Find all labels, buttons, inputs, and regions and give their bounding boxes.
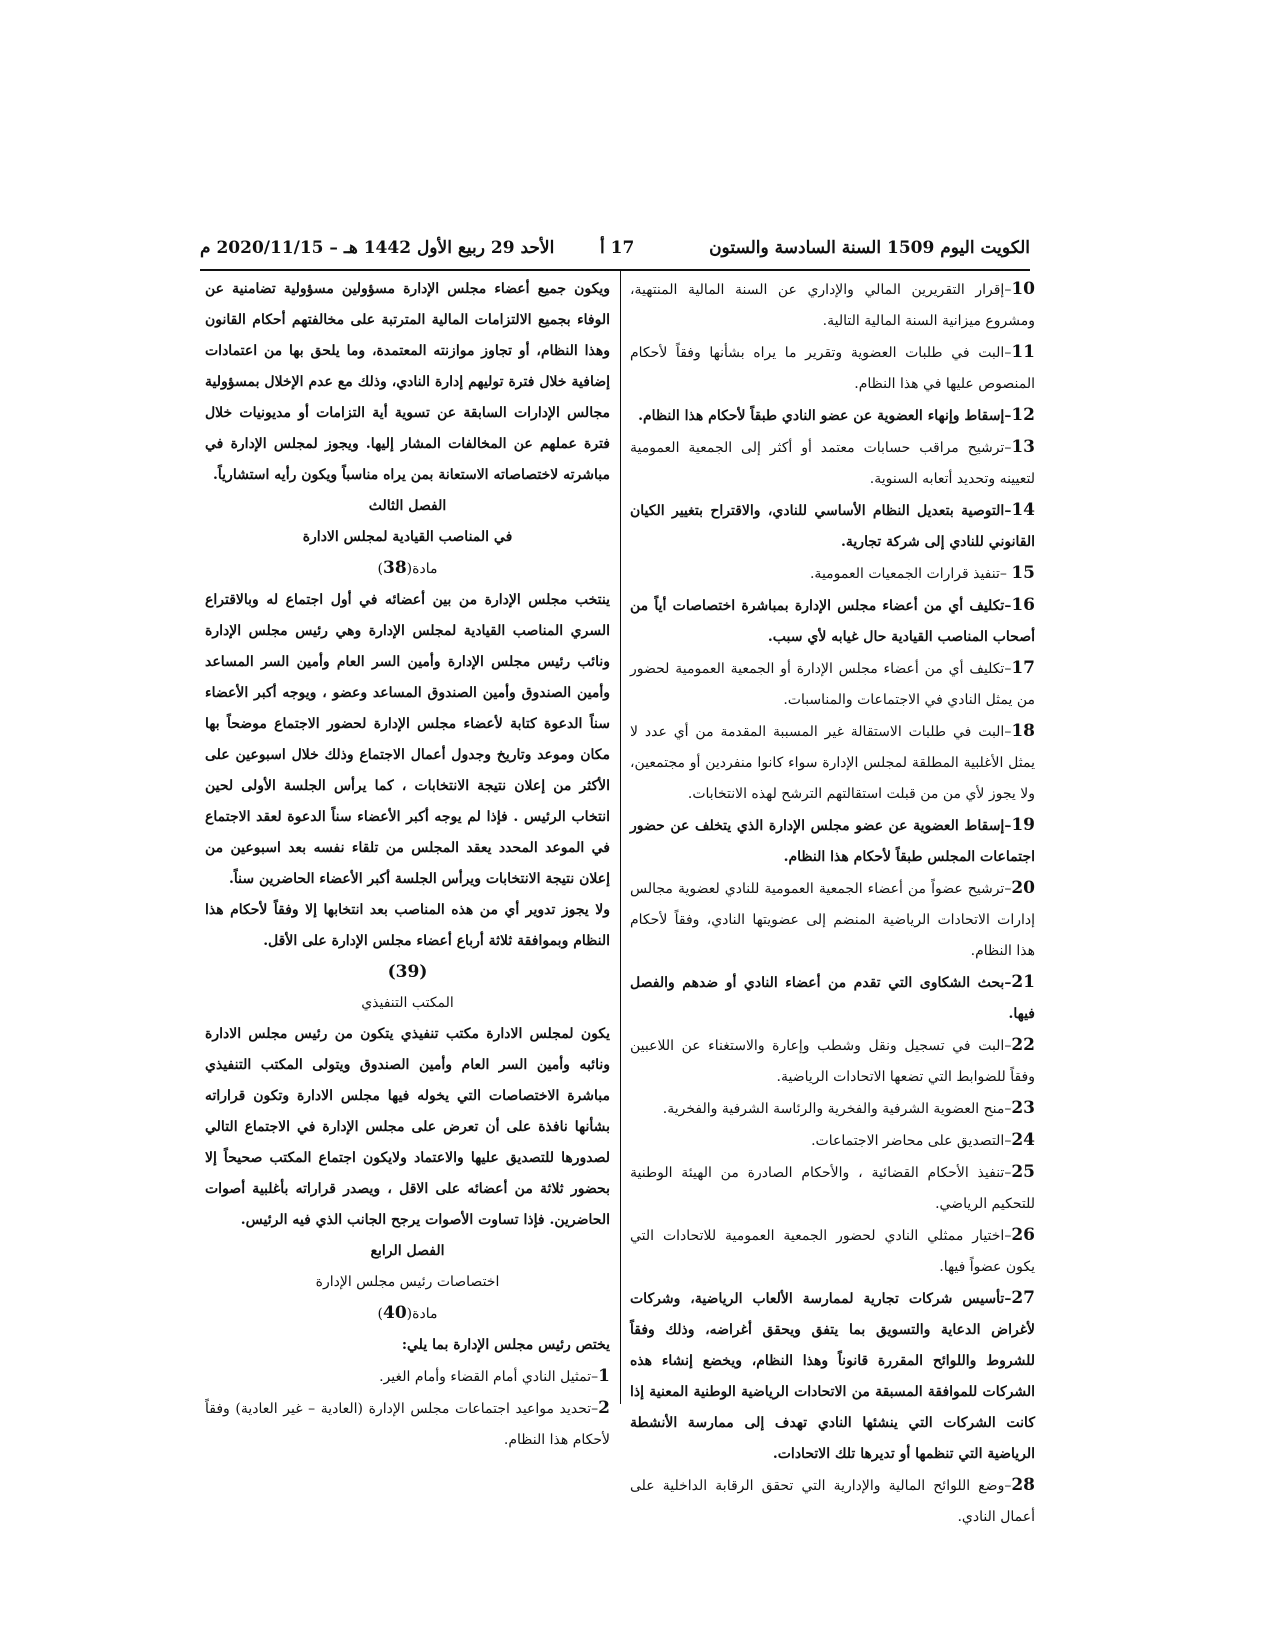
list-item: 2–تحديد مواعيد اجتماعات مجلس الإدارة (العادية – غير العادية) وفقاً لأحكام هذا النظام. [205,1398,610,1448]
page-header [200,238,1030,266]
article-38-text-2: ولا يجوز تدوير أي من هذه المناصب بعد انتخابها إلا وفقاً لأحكام هذا النظام وبموافقة ثلاثة أرباع أعضاء مجلس الإدارة على الأقل. [205,902,610,949]
article-39-text: يكون لمجلس الادارة مكتب تنفيذي يتكون من رئيس مجلس الادارة ونائبه وأمين السر العام وأمين الصندوق ويتولى المكتب التنفيذي مباشرة الاختصاصات التي يخوله فيها مجلس الادارة وتكون قراراته بشأنها نافذة على أن تعرض على مجلس الإدارة في الاجتماع التالي لصدورها للتصديق عليها والاعتماد ولايكون اجتماع المكتب صحيحاً إلا بحضور ثلاثة من أعضائه على الاقل ، ويصدر قراراته بأغلبية أصوات الحاضرين. فإذا تساوت الأصوات يرجح الجانب الذي فيه الرئيس. [205,1026,610,1228]
list-item: 20–ترشيح عضواً من أعضاء الجمعية العمومية للنادي لعضوية مجالس إدارات الاتحادات الرياضية المنضم إلى عضويتها النادي، وفقاً لأحكام هذا النظام. [630,878,1035,959]
list-item: 19–إسقاط العضوية عن عضو مجلس الإدارة الذي يتخلف عن حضور اجتماعات المجلس طبقاً لأحكام هذا النظام. [630,815,1035,865]
header-date: الأحد 29 ربيع الأول 1442 هـ – 2020/11/15 م [200,238,555,258]
list-item: 17–تكليف أي من أعضاء مجلس الإدارة أو الجمعية العمومية لحضور من يمثل النادي في الاجتماعات والمناسبات. [630,658,1035,708]
article-40-intro: يختص رئيس مجلس الإدارة بما يلي: [401,1337,610,1353]
list-item: 18–البت في طلبات الاستقالة غير المسببة المقدمة من أي عدد لا يمثل الأغلبية المطلقة لمجلس الإدارة سواء كانوا منفردين أو مجتمعين، ولا يجوز لأي من من قبلت استقالتهم الترشح لهذه الانتخابات. [630,721,1035,802]
list-item: 25–تنفيذ الأحكام القضائية ، والأحكام الصادرة من الهيئة الوطنية للتحكيم الرياضي. [630,1162,1035,1212]
left-column [205,274,610,1448]
list-item: 13–ترشيح مراقب حسابات معتمد أو أكثر إلى الجمعية العمومية لتعيينه وتحديد أتعابه السنوية. [630,437,1035,487]
chapter-3-title: الفصل الثالث [368,498,447,514]
liability-paragraph: ويكون جميع أعضاء مجلس الإدارة مسؤولين مسؤولية تضامنية عن الوفاء بجميع الالتزامات المالية المترتبة على مخالفتهم أحكام القانون وهذا النظام، أو تجاوز موازنته المعتمدة، وما يلحق بها من اعتمادات إضافية خلال فترة توليهم إدارة النادي، وذلك مع عدم الإخلال بمسؤولية مجالس الإدارات السابقة عن تسوية أية التزامات أو مديونيات خلال فترة عملهم عن المخالفات المشار إليها. ويجوز لمجلس الإدارة في مباشرته لاختصاصاته الاستعانة بمن يراه مناسباً ويكون رأيه استشارياً. [205,281,610,483]
chapter-4-subtitle: اختصاصات رئيس مجلس الإدارة [315,1274,500,1290]
right-column [630,274,1035,1525]
list-item: 16–تكليف أي من أعضاء مجلس الإدارة بمباشرة اختصاصات أياً من أصحاب المناصب القيادية حال غيابه لأي سبب. [630,595,1035,645]
header-newspaper-issue: الكويت اليوم 1509 السنة السادسة والستون [709,238,1030,258]
list-item: 26–اختيار ممثلي النادي لحضور الجمعية العمومية للاتحادات التي يكون عضواً فيها. [630,1225,1035,1275]
article-38-heading: مادة(38) [377,558,438,578]
column-divider [620,271,621,1404]
article-38-text: ينتخب مجلس الإدارة من بين أعضائه في أول اجتماع له وبالاقتراع السري المناصب القيادية لمجلس الإدارة وهي رئيس مجلس الإدارة ونائب رئيس مجلس الإدارة وأمين السر العام وأمين السر المساعد وأمين الصندوق وأمين الصندوق المساعد وعضو ، ويوجه أكبر الأعضاء سناً الدعوة كتابة لأعضاء مجلس الإدارة لحضور الاجتماع موضحاً بها مكان وموعد وتاريخ وجدول أعمال الاجتماع وذلك خلال اسبوعين على الأكثر من إعلان نتيجة الانتخابات ، كما يرأس الجلسة الأولى لحين انتخاب الرئيس . فإذا لم يوجه أكبر الأعضاء سناً الدعوة لعقد الاجتماع في الموعد المحدد يعقد المجلس من تلقاء نفسه بعد اسبوعين من إعلان نتيجة الانتخابات ويرأس الجلسة أكبر الأعضاء الحاضرين سناً. [205,592,610,887]
chapter-4-title: الفصل الرابع [370,1243,445,1259]
chapter-3-subtitle: في المناصب القيادية لمجلس الادارة [302,529,513,545]
list-item: 14–التوصية بتعديل النظام الأساسي للنادي، والاقتراح بتغيير الكيان القانوني للنادي إلى شركة تجارية. [630,500,1035,550]
article-39-heading: (39) [387,962,428,982]
list-item: 15 –تنفيذ قرارات الجمعيات العمومية. [809,563,1035,583]
header-rule [200,269,1030,271]
list-item: 12–إسقاط وإنهاء العضوية عن عضو النادي طبقاً لأحكام هذا النظام. [638,405,1035,425]
list-item: 1–تمثيل النادي أمام القضاء وأمام الغير. [379,1366,610,1386]
list-item: 23–منح العضوية الشرفية والفخرية والرئاسة الشرفية والفخرية. [662,1098,1035,1118]
list-item: 10–إقرار التقريرين المالي والإداري عن السنة المالية المنتهية، ومشروع ميزانية السنة المالية التالية. [630,279,1035,329]
list-item: 22–البت في تسجيل ونقل وشطب وإعارة والاستغناء عن اللاعبين وفقاً للضوابط التي تضعها الاتحادات الرياضية. [630,1035,1035,1085]
list-item: 21–بحث الشكاوى التي تقدم من أعضاء النادي أو ضدهم والفصل فيها. [630,972,1035,1022]
list-item: 28–وضع اللوائح المالية والإدارية التي تحقق الرقابة الداخلية على أعمال النادي. [630,1475,1035,1525]
header-page-number: 17 أ [600,238,635,258]
article-40-heading: مادة(40) [377,1303,438,1323]
list-item: 27–تأسيس شركات تجارية لممارسة الألعاب الرياضية، وشركات لأغراض الدعاية والتسويق بما يتفق ويحقق أغراضه، وذلك وفقاً للشروط واللوائح المقررة قانوناً وهذا النظام، ويخضع إنشاء هذه الشركات للموافقة المسبقة من الاتحادات الرياضية الوطنية المعنية إذا كانت الشركات التي ينشئها النادي تهدف إلى ممارسة الأنشطة الرياضية التي تنظمها أو تديرها تلك الاتحادات. [630,1288,1035,1462]
list-item: 24–التصديق على محاضر الاجتماعات. [811,1130,1035,1150]
article-39-title: المكتب التنفيذي [361,995,454,1011]
list-item: 11–البت في طلبات العضوية وتقرير ما يراه بشأنها وفقاً لأحكام المنصوص عليها في هذا النظام. [630,342,1035,392]
